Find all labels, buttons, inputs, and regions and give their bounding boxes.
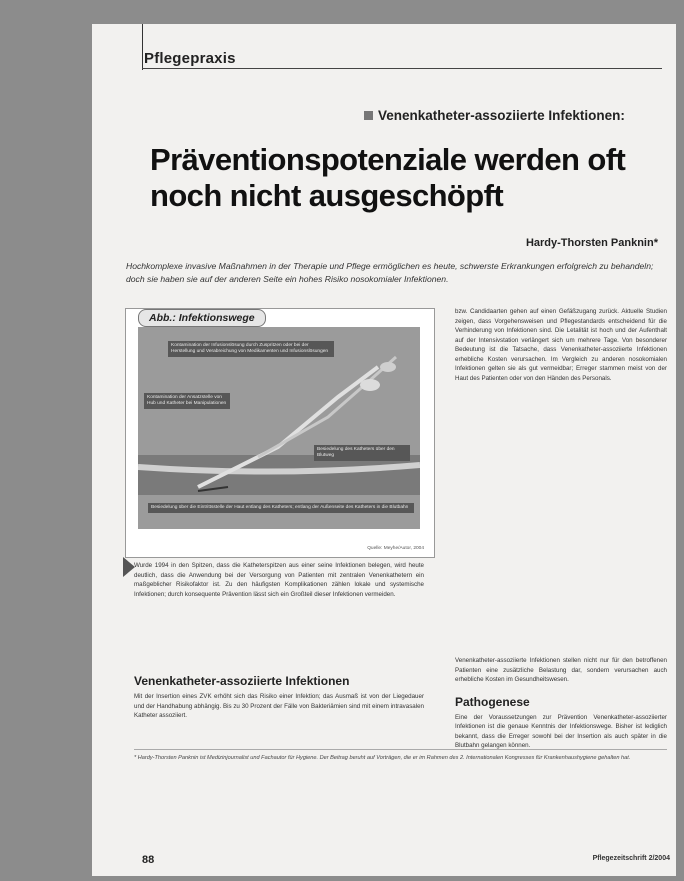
body-text-right: bzw. Candidaarten gehen auf einen Gefäßzugang zurück. Aktuelle Studien zeigen, dass Vorgehensweisen und Pflegestandards entscheidend für die Verhinderung von Infektionen sind. Die Letalität ist hoch und der Aufenthalt auf der Intensivstation verlängert sich um mehrere Tage. Von besonderer Bedeutung ist die Tatsache, dass Venenkatheter-assoziierte Infektionen erhebliche Kosten verursachen. Im Vergleich zu anderen nosokomialen Infektionen gelten sie als gut vermeidbar; Erreger stammen meist von der Haut des Patienten oder von den Händen des Personals. [455, 308, 667, 382]
figure-infektionswege [125, 308, 435, 558]
heading-left: Venenkatheter-assoziierte Infektionen [134, 674, 350, 688]
figure-illustration [138, 327, 420, 529]
right-column-lower [455, 656, 667, 751]
section-header: Pflegepraxis [144, 50, 236, 67]
catheter-illustration [138, 327, 420, 529]
footnote: * Hardy-Thorsten Panknin ist Medizinjournalist und Fachautor für Hygiene. Der Beitrag beruht auf Vorträgen, die er im Rahmen des 2. Internationalen Kongresses für Krankenhaushygiene gehalten hat. [134, 755, 631, 761]
section-bar [142, 24, 143, 70]
body-text-left: Wurde 1994 in den Spitzen, dass die Katheterspitzen aus einer seine Infektionen belegen, wird heute deutlich, dass die Anwendung bei der Versorgung von Patienten mit zentralen Venenkathetern ein maßgeblicher Risikofaktor ist. Zu den häufigsten Komplikationen zählen lokale und systemische Infektionen; durch konsequente Prävention lässt sich ein Großteil dieser Infektionen vermeiden. [134, 562, 424, 598]
body-text-left-2: Mit der Insertion eines ZVK erhöht sich das Risiko einer Infektion; das Ausmaß ist von der Liegedauer und der Handhabung abhängig. Bis zu 30 Prozent der Fälle von Bakteriämien sind mit einem intravasalen Katheter assoziiert. [134, 693, 424, 719]
square-bullet-icon [364, 111, 373, 120]
kicker-text: Venenkatheter-assoziierte Infektionen: [378, 108, 625, 123]
section-rule [142, 68, 662, 69]
journal-name: Pflegezeitschrift 2/2004 [592, 855, 670, 862]
heading-pathogenese: Pathogenese [455, 694, 530, 709]
body-text-right-3: Eine der Voraussetzungen zur Prävention Venenkatheter-assoziierter Infektionen ist die genaue Kenntnis der Infektionswege. Bisher ist lediglich bekannt, dass die Erreger sowohl bei der Insertion als auch später in die Blutbahn gelangen können. [455, 713, 667, 749]
figure-callout-4: Besiedelung über die Eintrittsstelle der Haut entlang des Katheters; entlang der Außenseite des Katheters in die Blutbahn [148, 503, 414, 513]
page-number: 88 [142, 854, 155, 866]
footnote-rule [134, 749, 667, 750]
article-author: Hardy-Thorsten Panknin* [525, 237, 658, 249]
article-title: Präventionspotenziale werden oft noch nicht ausgeschöpft [150, 142, 626, 213]
article-lead: Hochkomplexe invasive Maßnahmen in der Therapie und Pflege ermöglichen es heute, schwerste Erkrankungen erfolgreich zu behandeln; doch sie haben sie auf der anderen Seite ein hohes Risiko nosokomialer Infektionen. [126, 261, 654, 284]
body-text-right-2: Venenkatheter-assoziierte Infektionen stellen nicht nur für den betroffenen Patienten eine zusätzliche Belastung dar, sondern verursachen auch erhebliche Kosten im Gesundheitswesen. [455, 657, 667, 683]
figure-label: Abb.: Infektionswege [138, 309, 266, 327]
figure-callout-2: Kontamination der Ansatzstelle von Hub und Katheter bei Manipulationen [144, 393, 230, 409]
figure-source: Quelle: Meyhe/Autor, 2004 [367, 546, 424, 551]
article-kicker [364, 108, 625, 123]
figure-callout-3: Besiedelung des Katheters über den Blutweg [314, 445, 410, 461]
page [92, 24, 676, 876]
figure-callout-1: Kontamination der Infusionslösung durch Zuspritzen oder bei der Herstellung und Verabreichung von Medikamenten und Infusionslösungen [168, 341, 334, 357]
